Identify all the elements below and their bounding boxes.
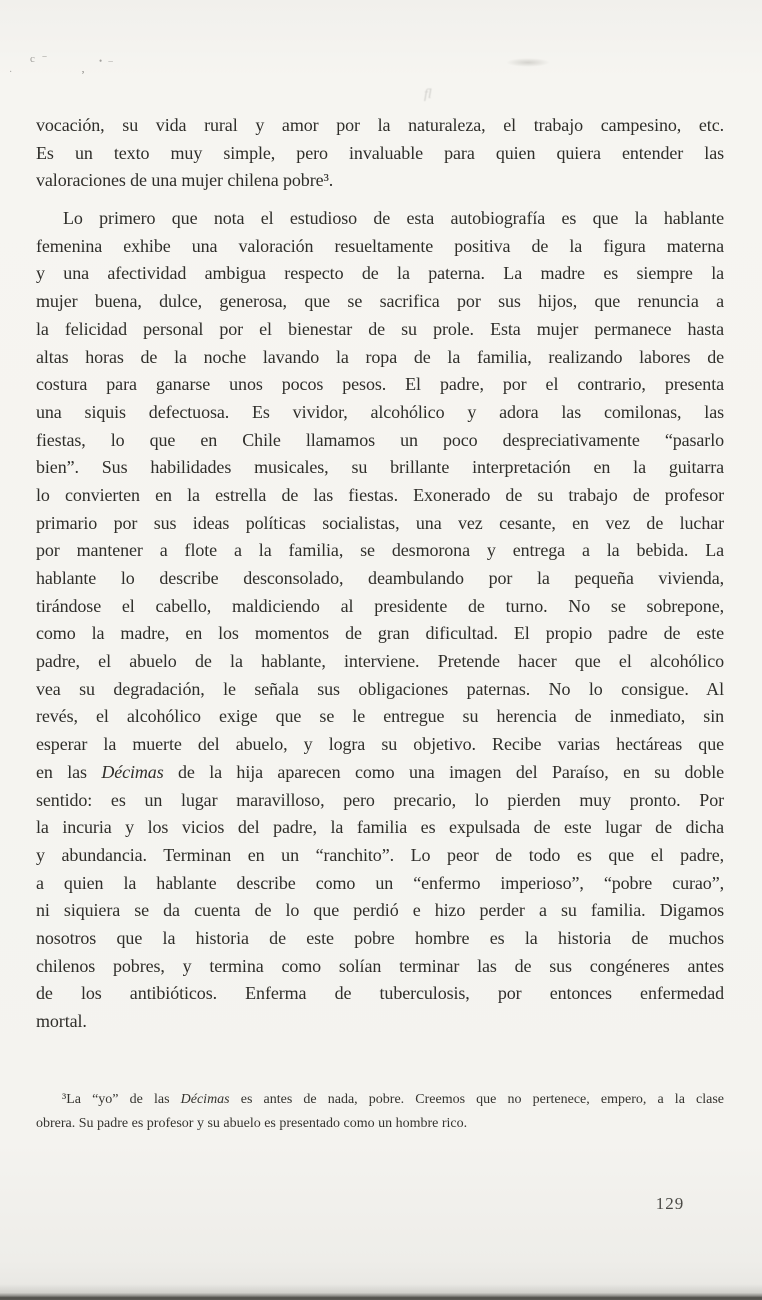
text-line: bien”. Sus habilidades musicales, su brillante interpretación en la guitarra bbox=[36, 457, 724, 478]
text-line: costura para ganarse unos pocos pesos. El padre, por el contrario, presenta bbox=[36, 374, 724, 395]
text-line: hablante lo describe desconsolado, deambulando por la pequeña vivienda, bbox=[36, 568, 724, 588]
text-line: vea su degradación, le señala sus obligaciones paternas. No lo consigue. Al bbox=[36, 678, 724, 699]
text-line: ni siquiera se da cuenta de lo que perdió e hizo perder a su familia. Digamos bbox=[36, 900, 724, 921]
text-line: altas horas de la noche lavando la ropa de la familia, realizando labores de bbox=[36, 346, 724, 367]
text-line: por mantener a flote a la familia, se desmorona y entrega a la bebida. La bbox=[36, 540, 724, 561]
body-text-block bbox=[36, 112, 724, 1036]
text-line: la felicidad personal por el bienestar de su prole. Esta mujer permanece hasta bbox=[36, 318, 724, 339]
text-line: Es un texto muy simple, pero invaluable para quien quiera entender las bbox=[36, 142, 724, 163]
text-line: tirándose el cabello, maldiciendo al presidente de turno. No se sobrepone, bbox=[36, 595, 724, 616]
paragraph-main bbox=[36, 205, 724, 1036]
text-line: chilenos pobres, y termina como solían terminar las de sus congéneres antes bbox=[36, 955, 724, 976]
pencil-mark-dot: · bbox=[9, 67, 13, 78]
scan-edge-shadow bbox=[0, 1284, 762, 1300]
page-number: 129 bbox=[655, 1194, 685, 1213]
text-line: mujer buena, dulce, generosa, que se sacrifica por sus hijos, que renuncia a bbox=[36, 291, 724, 312]
text-line: obrera. Su padre es profesor y su abuelo es presentado como un hombre rico. bbox=[36, 1116, 468, 1131]
ink-ghost-mark: fl bbox=[424, 87, 432, 102]
text-line: lo convierten en la estrella de las fiestas. Exonerado de su trabajo de profesor bbox=[36, 484, 724, 505]
text-line: esperar la muerte del abuelo, y logra su objetivo. Recibe varias hectáreas que bbox=[36, 734, 724, 755]
text-line: la incuria y los vicios del padre, la familia es expulsada de este lugar de dicha bbox=[36, 817, 724, 838]
footnote bbox=[36, 1088, 724, 1136]
text-line: vocación, su vida rural y amor por la naturaleza, el trabajo campesino, etc. bbox=[36, 115, 724, 135]
pencil-mark-bullet: • – bbox=[99, 56, 115, 66]
text-line: sentido: es un lugar maravilloso, pero precario, lo pierden muy pronto. Por bbox=[36, 789, 724, 810]
text-line: una siquis defectuosa. Es vividor, alcohólico y adora las comilonas, las bbox=[36, 401, 724, 422]
text-line: y abundancia. Terminan en un “ranchito”. Lo peor de todo es que el padre, bbox=[36, 844, 724, 865]
scan-smudge bbox=[506, 58, 550, 67]
text-line: valoraciones de una mujer chilena pobre³. bbox=[36, 170, 334, 191]
text-line: mortal. bbox=[36, 1011, 87, 1031]
text-line: fiestas, lo que en Chile llamamos un poco despreciativamente “pasarlo bbox=[36, 429, 724, 450]
text-line: primario por sus ideas políticas socialistas, una vez cesante, en vez de luchar bbox=[36, 512, 724, 533]
text-line: como la madre, en los momentos de gran dificultad. El propio padre de este bbox=[36, 623, 724, 644]
pencil-mark-c: c ⁻ bbox=[30, 53, 50, 65]
text-line: padre, el abuelo de la hablante, interviene. Pretende hacer que el alcohólico bbox=[36, 651, 724, 672]
text-line: a quien la hablante describe como un “enfermo imperioso”, “pobre curao”, bbox=[36, 872, 724, 893]
text-line: Lo primero que nota el estudioso de esta autobiografía es que la hablante bbox=[63, 208, 724, 229]
text-line: ³La “yo” de las Décimas es antes de nada, pobre. Creemos que no pertenece, empero, a la clase bbox=[62, 1092, 724, 1107]
text-line: en las Décimas de la hija aparecen como una imagen del Paraíso, en su doble bbox=[36, 761, 724, 782]
text-line: femenina exhibe una valoración resueltamente positiva de la figura materna bbox=[36, 235, 724, 256]
text-line: revés, el alcohólico exige que se le entregue su herencia de inmediato, sin bbox=[36, 706, 724, 727]
text-line: y una afectividad ambigua respecto de la paterna. La madre es siempre la bbox=[36, 263, 724, 284]
pencil-mark-comma: ‚ bbox=[81, 61, 85, 75]
text-line: nosotros que la historia de este pobre hombre es la historia de muchos bbox=[36, 927, 724, 948]
paragraph-continuation bbox=[36, 112, 724, 195]
text-line: de los antibióticos. Enferma de tuberculosis, por entonces enfermedad bbox=[36, 983, 724, 1004]
